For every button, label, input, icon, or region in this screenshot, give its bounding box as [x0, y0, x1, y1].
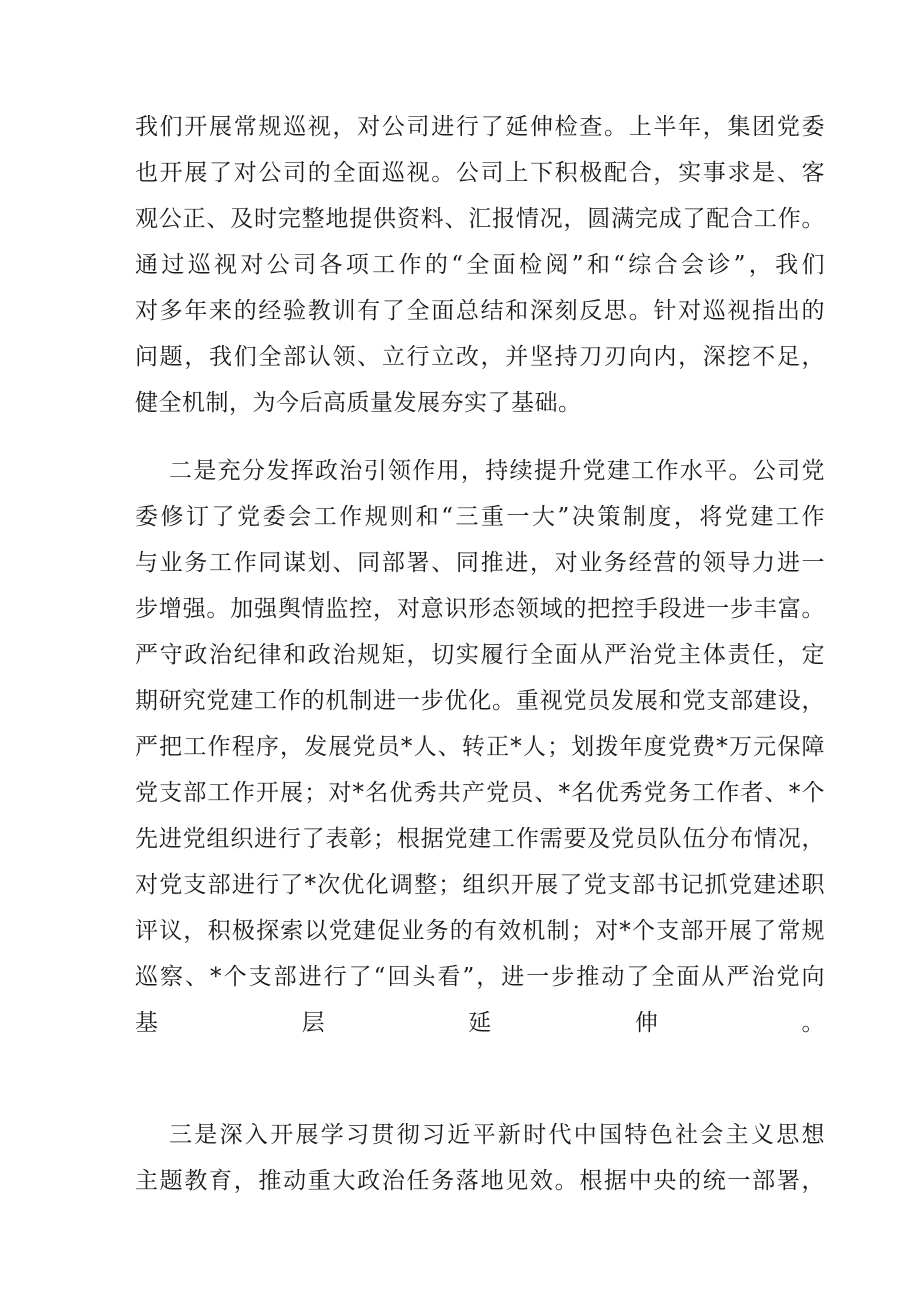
- paragraph-line: 对党支部进行了*次优化调整；组织开展了党支部书记抓党建述职: [135, 872, 825, 898]
- paragraph-line: 也开展了对公司的全面巡视。公司上下积极配合，实事求是、客: [135, 160, 825, 186]
- paragraph-line: 三是深入开展学习贯彻习近平新时代中国特色社会主义思想: [169, 1122, 825, 1148]
- paragraph-line: 对多年来的经验教训有了全面总结和深刻反思。针对巡视指出的: [135, 298, 825, 324]
- paragraph-line: 问题，我们全部认领、立行立改，并坚持刀刃向内，深挖不足，: [135, 344, 825, 370]
- paragraph-line: 主题教育，推动重大政治任务落地见效。根据中央的统一部署，: [135, 1168, 825, 1194]
- paragraph-1: [135, 104, 825, 426]
- paragraph-line: 健全机制，为今后高质量发展夯实了基础。: [135, 390, 582, 416]
- paragraph-line: 严守政治纪律和政治规矩，切实履行全面从严治党主体责任，定: [135, 642, 825, 668]
- paragraph-line: 党支部工作开展；对*名优秀共产党员、*名优秀党务工作者、*个: [135, 780, 825, 806]
- paragraph-2: [135, 448, 825, 1092]
- paragraph-line: 步增强。加强舆情监控，对意识形态领域的把控手段进一步丰富。: [135, 596, 825, 622]
- paragraph-line: 严把工作程序，发展党员*人、转正*人；划拨年度党费*万元保障: [135, 734, 825, 760]
- paragraph-line: 先进党组织进行了表彰；根据党建工作需要及党员队伍分布情况，: [135, 826, 825, 852]
- paragraph-line: 基层延伸。: [135, 1010, 825, 1036]
- paragraph-line: 期研究党建工作的机制进一步优化。重视党员发展和党支部建设，: [135, 688, 825, 714]
- paragraph-line: 观公正、及时完整地提供资料、汇报情况，圆满完成了配合工作。: [135, 206, 825, 232]
- paragraph-line: 委修订了党委会工作规则和“三重一大”决策制度，将党建工作: [135, 504, 825, 530]
- paragraph-line: 我们开展常规巡视，对公司进行了延伸检查。上半年，集团党委: [135, 114, 825, 140]
- paragraph-line: 评议，积极探索以党建促业务的有效机制；对*个支部开展了常规: [135, 918, 825, 944]
- paragraph-line: 通过巡视对公司各项工作的“全面检阅”和“综合会诊”，我们: [135, 252, 825, 278]
- paragraph-line: 二是充分发挥政治引领作用，持续提升党建工作水平。公司党: [169, 458, 825, 484]
- paragraph-line: 与业务工作同谋划、同部署、同推进，对业务经营的领导力进一: [135, 550, 825, 576]
- paragraph-line: [135, 1046, 825, 1092]
- paragraph-3: [135, 1112, 825, 1204]
- paragraph-line: 巡察、*个支部进行了“回头看”，进一步推动了全面从严治党向: [135, 964, 825, 990]
